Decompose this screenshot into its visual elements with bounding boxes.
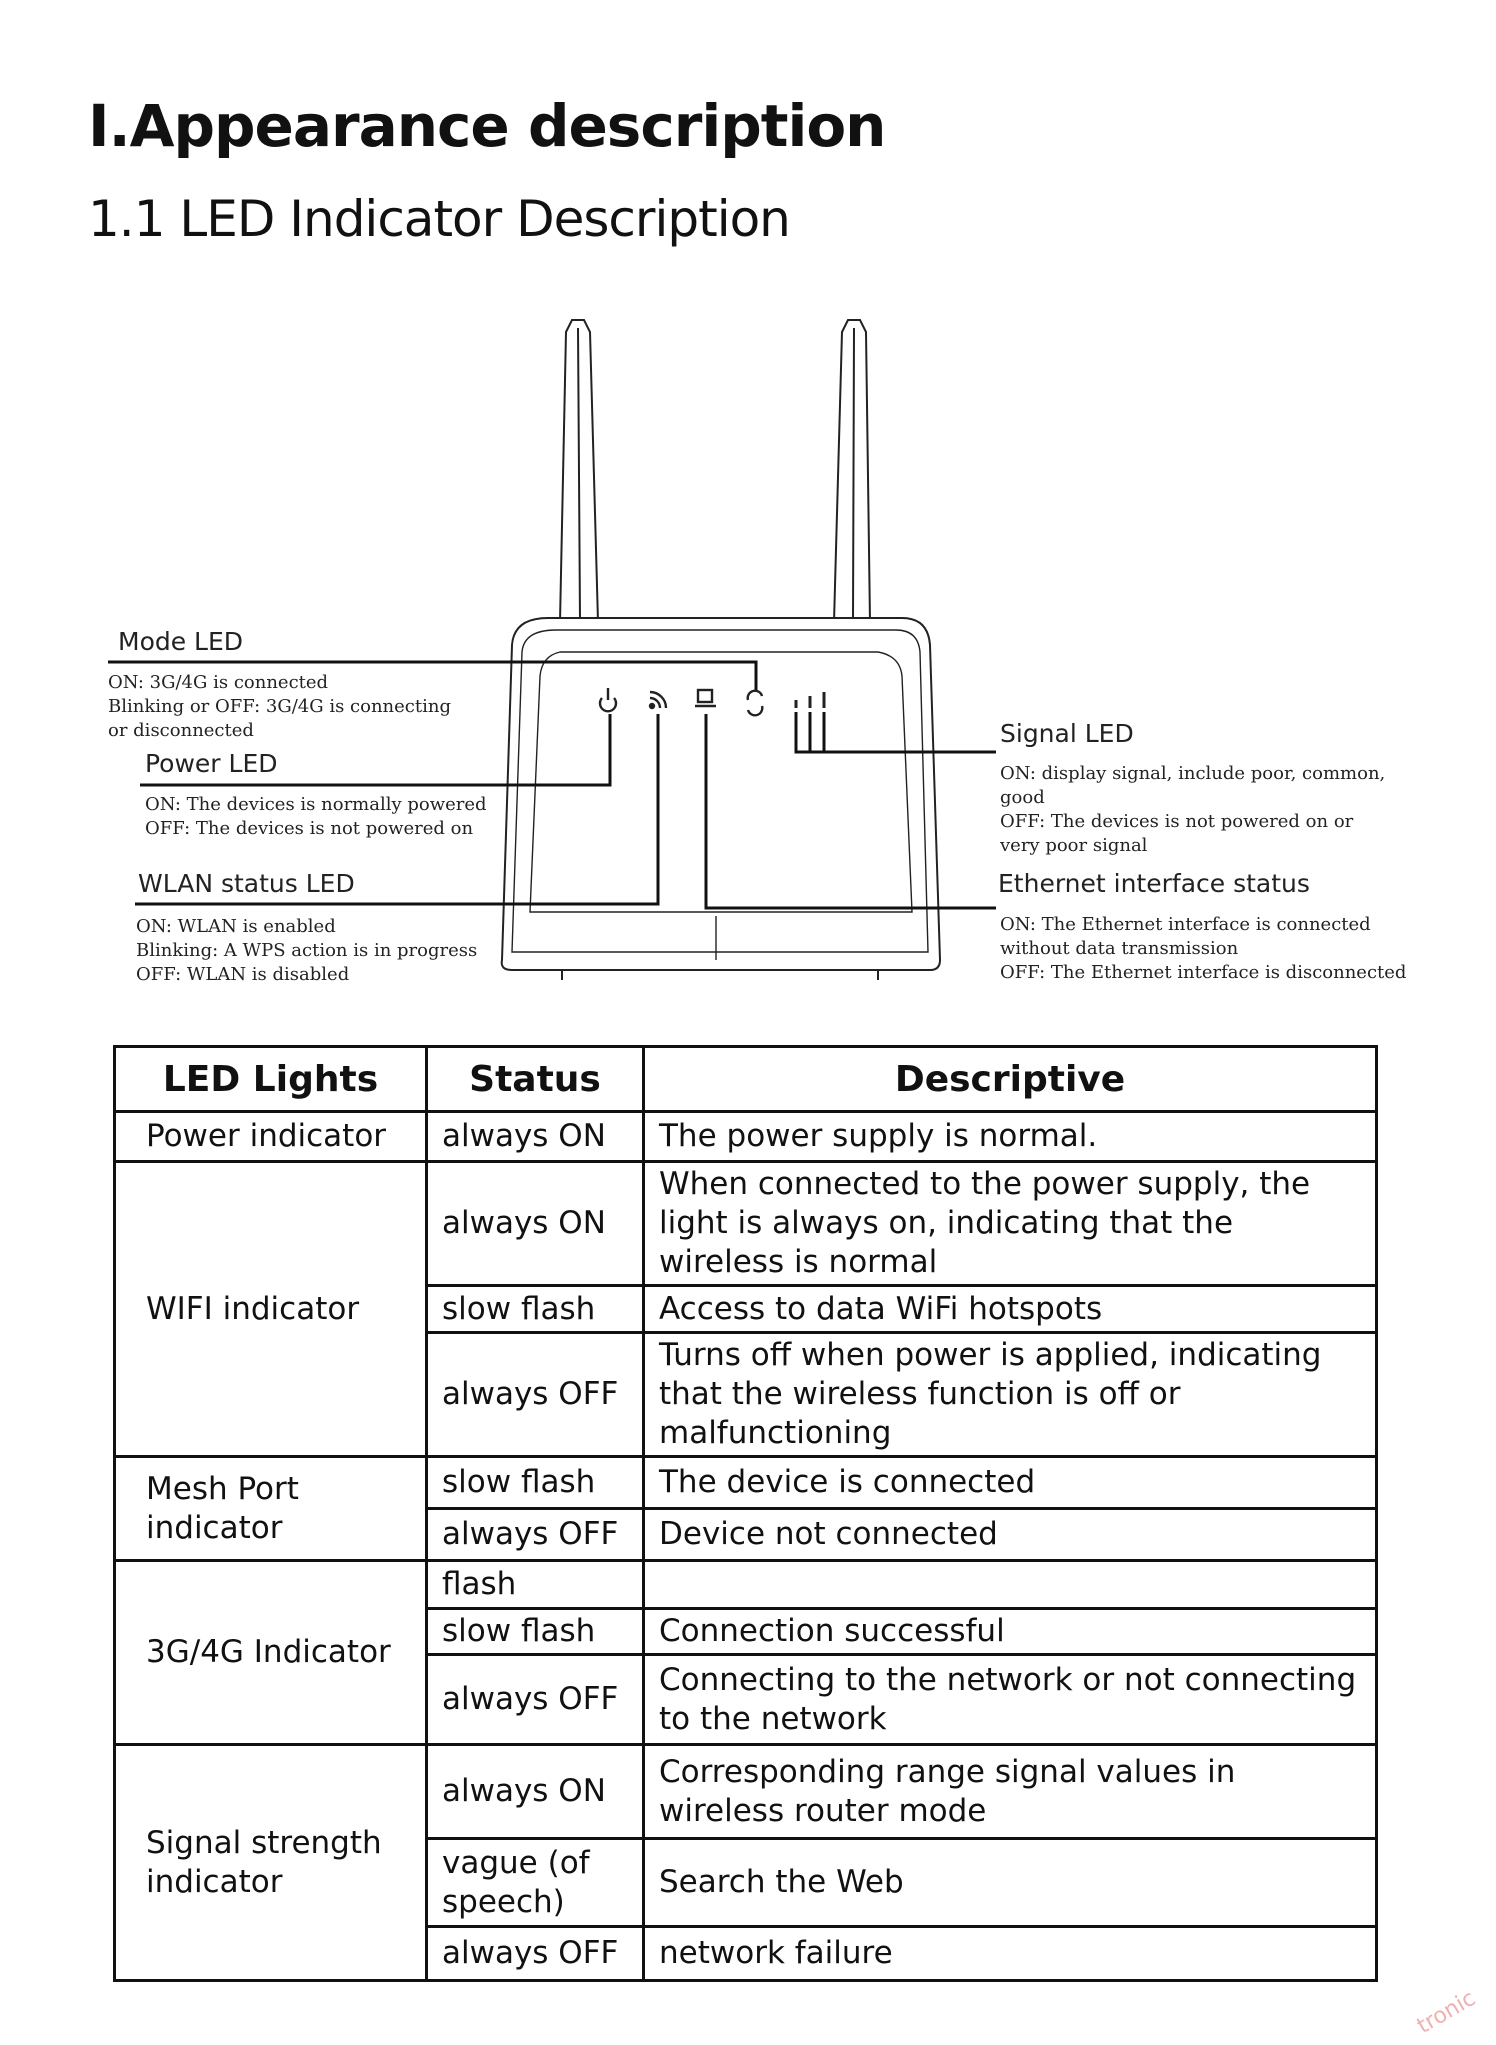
ethernet-title: Ethernet interface status	[998, 869, 1310, 898]
table-row	[115, 1112, 1377, 1162]
table-row	[115, 1162, 1377, 1286]
wlan-led-line: Blinking: A WPS action is in progress	[136, 940, 478, 961]
led-desc: When connected to the power supply, the light is always on, indicating that the wireless is normal	[644, 1162, 1377, 1286]
led-status: vague (of speech)	[427, 1839, 644, 1927]
router-diagram	[0, 280, 1496, 1020]
led-desc: Connecting to the network or not connecting to the network	[644, 1655, 1377, 1745]
ethernet-line: without data transmission	[1000, 938, 1239, 959]
led-status: always OFF	[427, 1927, 644, 1981]
led-desc: Corresponding range signal values in wireless router mode	[644, 1745, 1377, 1839]
led-name: Signal strength indicator	[115, 1745, 427, 1981]
mode-led-line: Blinking or OFF: 3G/4G is connecting	[108, 696, 451, 717]
led-desc	[644, 1561, 1377, 1609]
mode-led-line: ON: 3G/4G is connected	[108, 672, 329, 693]
led-name: Power indicator	[115, 1112, 427, 1162]
led-status: slow flash	[427, 1609, 644, 1655]
header-led-lights: LED Lights	[115, 1047, 427, 1112]
led-name: 3G/4G Indicator	[115, 1561, 427, 1745]
led-status: slow flash	[427, 1286, 644, 1333]
led-status: always OFF	[427, 1333, 644, 1457]
section-title: 1.1 LED Indicator Description	[88, 190, 790, 248]
header-status: Status	[427, 1047, 644, 1112]
left-antenna	[560, 320, 598, 622]
led-desc: The device is connected	[644, 1457, 1377, 1509]
ethernet-line: ON: The Ethernet interface is connected	[1000, 914, 1371, 935]
wlan-led-line: OFF: WLAN is disabled	[136, 964, 350, 985]
mode-led-line: or disconnected	[108, 720, 254, 741]
right-antenna	[834, 320, 870, 622]
led-status: always ON	[427, 1745, 644, 1839]
mode-led-title: Mode LED	[118, 627, 244, 656]
wlan-led-line: ON: WLAN is enabled	[136, 916, 336, 937]
signal-led-line: very poor signal	[1000, 835, 1148, 856]
table-row	[115, 1745, 1377, 1839]
table-row	[115, 1561, 1377, 1609]
led-name: Mesh Port indicator	[115, 1457, 427, 1561]
led-desc: Access to data WiFi hotspots	[644, 1286, 1377, 1333]
led-status: always OFF	[427, 1655, 644, 1745]
signal-led-title: Signal LED	[1000, 719, 1134, 748]
power-led-line: ON: The devices is normally powered	[145, 794, 487, 815]
led-name: WIFI indicator	[115, 1162, 427, 1457]
router-body	[502, 618, 940, 980]
led-table	[113, 1045, 1378, 1982]
signal-led-line: good	[1000, 787, 1045, 808]
power-led-line: OFF: The devices is not powered on	[145, 818, 474, 839]
led-desc: The power supply is normal.	[644, 1112, 1377, 1162]
led-status: always ON	[427, 1162, 644, 1286]
header-descriptive: Descriptive	[644, 1047, 1377, 1112]
led-status: always ON	[427, 1112, 644, 1162]
signal-led-line: ON: display signal, include poor, common,	[1000, 763, 1386, 784]
led-status: slow flash	[427, 1457, 644, 1509]
led-status: always OFF	[427, 1509, 644, 1561]
signal-led-line: OFF: The devices is not powered on or	[1000, 811, 1354, 832]
power-led-title: Power LED	[145, 749, 278, 778]
table-row	[115, 1457, 1377, 1509]
led-status: flash	[427, 1561, 644, 1609]
watermark: tronic	[1413, 1985, 1481, 2040]
page-title: I.Appearance description	[88, 92, 886, 160]
wlan-led-title: WLAN status LED	[138, 869, 355, 898]
ethernet-line: OFF: The Ethernet interface is disconnected	[1000, 962, 1407, 983]
led-desc: Turns off when power is applied, indicating that the wireless function is off or malfunctioning	[644, 1333, 1377, 1457]
led-desc: Connection successful	[644, 1609, 1377, 1655]
led-desc: Search the Web	[644, 1839, 1377, 1927]
table-header-row	[115, 1047, 1377, 1112]
led-desc: network failure	[644, 1927, 1377, 1981]
led-desc: Device not connected	[644, 1509, 1377, 1561]
